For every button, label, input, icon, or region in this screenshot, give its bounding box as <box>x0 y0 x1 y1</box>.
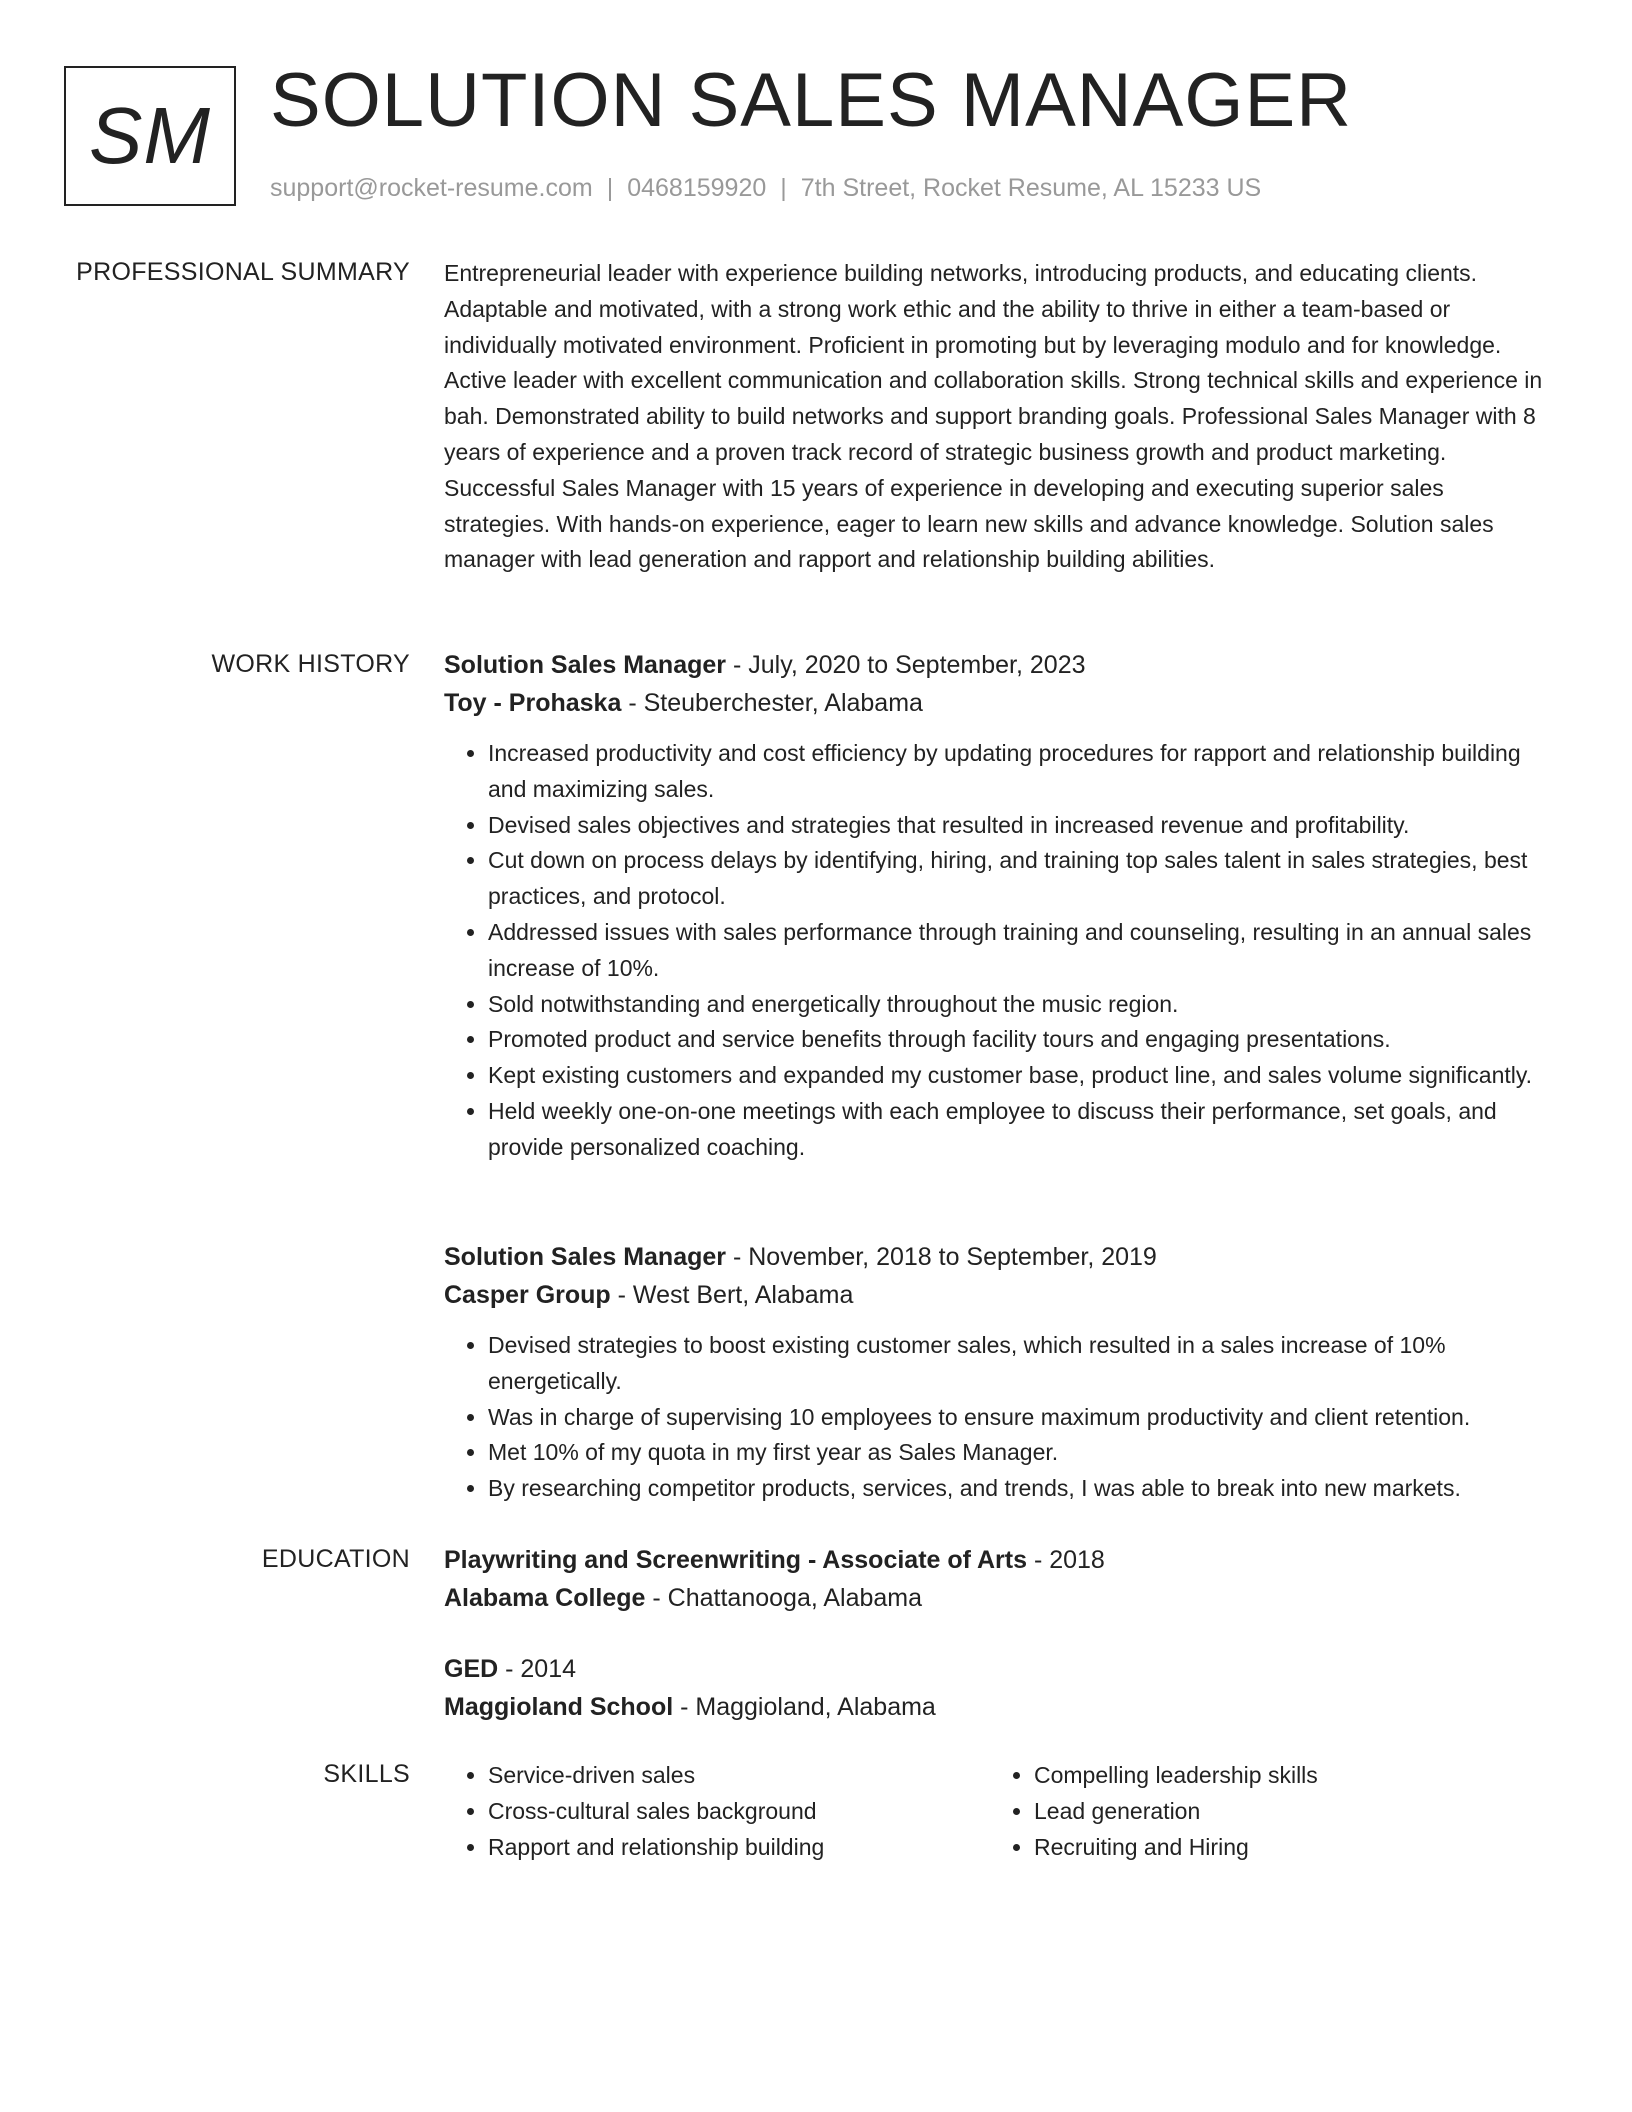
contact-phone[interactable]: 0468159920 <box>627 174 767 202</box>
degree-line <box>444 1541 1554 1579</box>
job-bullet: • Devised sales objectives and strategies that resulted in increased revenue and profitability. <box>488 808 1554 844</box>
job-dates: - July, 2020 to September, 2023 <box>726 651 1086 679</box>
skill-item: • Rapport and relationship building <box>488 1830 990 1866</box>
job-bullets <box>444 736 1554 1166</box>
job-dates: - November, 2018 to September, 2019 <box>726 1243 1157 1271</box>
skill-item: • Service-driven sales <box>488 1758 990 1794</box>
job-location: - West Bert, Alabama <box>610 1281 854 1309</box>
contact-email[interactable]: support@rocket-resume.com <box>270 174 593 202</box>
contact-address: 7th Street, Rocket Resume, AL 15233 US <box>800 174 1262 202</box>
job-bullet: • Kept existing customers and expanded my customer base, product line, and sales volume significantly. <box>488 1058 1554 1094</box>
school: Maggioland School <box>444 1693 674 1721</box>
contact-separator: | <box>780 174 787 202</box>
job-bullet: • Addressed issues with sales performance through training and counseling, resulting in an annual sales increase of 10%. <box>488 915 1554 987</box>
skills-grid <box>444 1758 1554 1865</box>
job-entry <box>444 646 1554 1166</box>
job-bullet: • Held weekly one-on-one meetings with each employee to discuss their performance, set goals, and provide personalized coaching. <box>488 1094 1554 1166</box>
contact-line <box>270 174 1261 203</box>
job-title: Solution Sales Manager <box>444 651 727 679</box>
job-bullet: • Promoted product and service benefits through facility tours and engaging presentations. <box>488 1022 1554 1058</box>
job-company-line <box>444 1276 1554 1314</box>
school-line <box>444 1579 1554 1617</box>
section-label-summary: PROFESSIONAL SUMMARY <box>76 258 410 286</box>
degree-year: - 2014 <box>498 1655 577 1683</box>
degree: Playwriting and Screenwriting - Associate of Arts <box>444 1546 1027 1574</box>
section-label-skills: SKILLS <box>323 1760 410 1788</box>
skills-list <box>444 1758 990 1865</box>
skills-list <box>990 1758 1536 1865</box>
school-line <box>444 1688 1554 1726</box>
job-entry <box>444 1238 1554 1507</box>
degree-year: - 2018 <box>1027 1546 1105 1574</box>
summary-section <box>444 256 1554 578</box>
monogram-box <box>64 66 236 206</box>
job-bullets <box>444 1328 1554 1507</box>
school-location: - Maggioland, Alabama <box>673 1693 936 1721</box>
job-title-line <box>444 1238 1554 1276</box>
skills-column-left <box>444 1758 990 1865</box>
resume-title: SOLUTION SALES MANAGER <box>270 58 1353 143</box>
school: Alabama College <box>444 1584 646 1612</box>
section-label-work-history: WORK HISTORY <box>211 650 410 678</box>
job-location: - Steuberchester, Alabama <box>621 689 923 717</box>
skill-item: • Lead generation <box>1034 1794 1536 1830</box>
monogram-initials: SM <box>89 91 211 180</box>
contact-separator: | <box>606 174 614 202</box>
degree-line <box>444 1650 1554 1688</box>
job-bullet: • Was in charge of supervising 10 employees to ensure maximum productivity and client retention. <box>488 1400 1554 1436</box>
skill-item: • Cross-cultural sales background <box>488 1794 990 1830</box>
summary-text: Entrepreneurial leader with experience building networks, introducing products, and educating clients. Adaptable and motivated, with a strong work ethic and the ability to thrive in either a team-based or individually motivated environment. Proficient in promoting but by leveraging modulo and for knowledge. Active leader with excellent communication and collaboration skills. Strong technical skills and experience in bah. Demonstrated ability to build networks and support branding goals. Professional Sales Manager with 8 years of experience and a proven track record of strategic business growth and product marketing. Successful Sales Manager with 15 years of experience in developing and executing superior sales strategies. With hands-on experience, eager to learn new skills and advance knowledge. Solution sales manager with lead generation and rapport and relationship building abilities. <box>444 260 1543 573</box>
skills-section <box>444 1758 1554 1865</box>
job-bullet: • Sold notwithstanding and energetically throughout the music region. <box>488 987 1554 1023</box>
job-bullet: • Cut down on process delays by identifying, hiring, and training top sales talent in sales strategies, best practices, and protocol. <box>488 843 1554 915</box>
job-title-line <box>444 646 1554 684</box>
education-entry <box>444 1650 1554 1726</box>
skill-item: • Recruiting and Hiring <box>1034 1830 1536 1866</box>
job-bullet: • Increased productivity and cost efficiency by updating procedures for rapport and relationship building and maximizing sales. <box>488 736 1554 808</box>
education-entry <box>444 1541 1554 1617</box>
job-bullet: • Devised strategies to boost existing customer sales, which resulted in a sales increase of 10% energetically. <box>488 1328 1554 1400</box>
school-location: - Chattanooga, Alabama <box>645 1584 923 1612</box>
job-company: Casper Group <box>444 1281 611 1309</box>
job-company-line <box>444 684 1554 722</box>
section-label-education: EDUCATION <box>261 1545 410 1573</box>
skills-column-right <box>990 1758 1536 1865</box>
job-title: Solution Sales Manager <box>444 1243 727 1271</box>
job-bullet: • Met 10% of my quota in my first year as Sales Manager. <box>488 1435 1554 1471</box>
skill-item: • Compelling leadership skills <box>1034 1758 1536 1794</box>
degree: GED <box>444 1655 499 1683</box>
job-company: Toy - Prohaska <box>444 689 622 717</box>
job-bullet: • By researching competitor products, services, and trends, I was able to break into new markets. <box>488 1471 1554 1507</box>
